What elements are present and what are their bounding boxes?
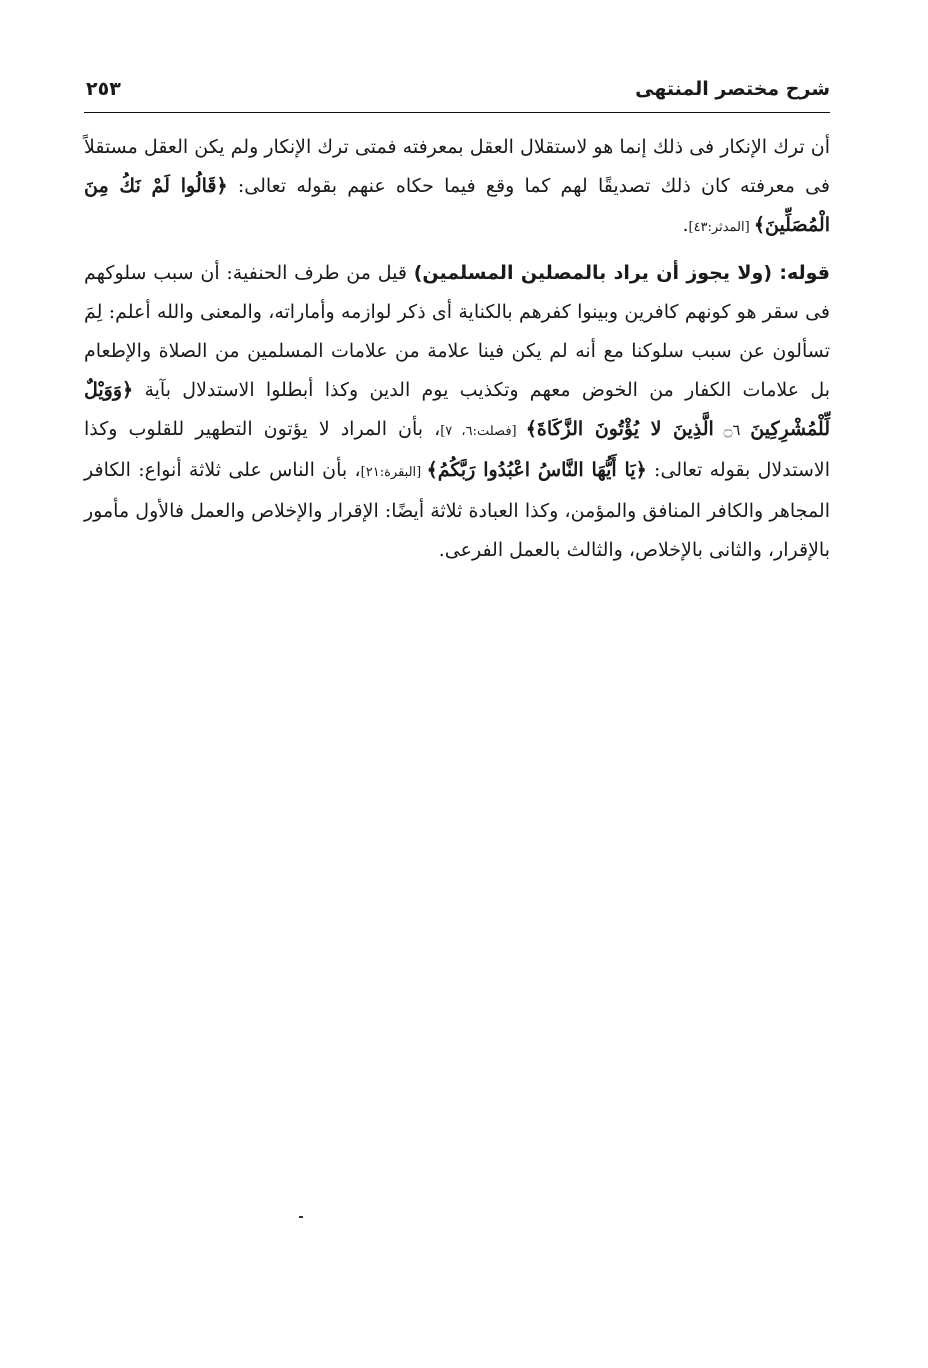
paragraph-1-end: . — [682, 214, 689, 236]
quran-verse-1-part-2: الَّذِينَ لا يُؤْتُونَ الزَّكَاةَ﴾ — [525, 418, 714, 440]
verse-reference: [المدثر:٤٣] — [688, 220, 754, 235]
paragraph-2-text-2: ، بأن المراد لا يؤتون التطهير للقلوب وكذا الاستدلال بقوله تعالى: — [84, 418, 831, 481]
paragraph-1-text: أن ترك الإنكار فى ذلك إنما هو لاستقلال العقل بمعرفته فمتى ترك الإنكار ولم يكن العقل مستقلاً فى معرفته كان ذلك تصديقًا لهم كما وقع فيما حكاه عنهم بقوله تعالى: — [84, 136, 831, 197]
quran-verse-1-part-1: ﴿وَوَيْلٌ لِّلْمُشْرِكِينَ — [84, 379, 831, 440]
header-divider — [84, 112, 830, 113]
paragraph-2-text-3: ، بأن الناس على ثلاثة أنواع: الكافر المجاهر والكافر المنافق والمؤمن، وكذا العبادة ثلاثة أيضًا: الإقرار والإخلاص والعمل فالأول مأمور بالإقرار، والثانى بالإخلاص، والثالث بالعمل الفرعى. — [84, 459, 830, 561]
scan-speck — [299, 1216, 303, 1218]
quran-verse-2: ﴿يَا أَيُّهَا النَّاسُ اعْبُدُوا رَبَّكُمُ﴾ — [426, 459, 647, 481]
page-header — [86, 76, 830, 110]
page-body — [84, 128, 830, 570]
commentary-lead: قوله: (ولا يجوز أن يراد بالمصلين المسلمين) — [413, 262, 830, 284]
verse-reference-1: [فصلت:٦، ٧] — [440, 424, 526, 439]
paragraph-1 — [84, 128, 830, 247]
ayah-number-mark: ۝٦ — [713, 421, 751, 439]
paragraph-2-text-1: قيل من طرف الحنفية: أن سبب سلوكهم فى سقر هو كونهم كافرين وبينوا كفرهم بالكناية أى ذكر لوازمه وأماراته، والمعنى والله أعلم: لِمَ تسألون عن سبب سلوكنا مع أنه لم يكن فينا علامة من علامات المسلمين من الصلاة والإطعام بل علامات الكفار من الخوض معهم وتكذيب يوم الدين وكذا أبطلوا الاستدلال بآية — [84, 262, 830, 401]
page-number: ٢٥٣ — [86, 78, 121, 100]
paragraph-2 — [84, 254, 830, 570]
verse-reference-2: [البقرة:٢١] — [360, 465, 427, 480]
quran-verse: ﴿قَالُوا لَمْ نَكُ مِنَ الْمُصَلِّينَ﴾ — [84, 175, 830, 236]
running-title: شرح مختصر المنتهى — [635, 78, 830, 100]
